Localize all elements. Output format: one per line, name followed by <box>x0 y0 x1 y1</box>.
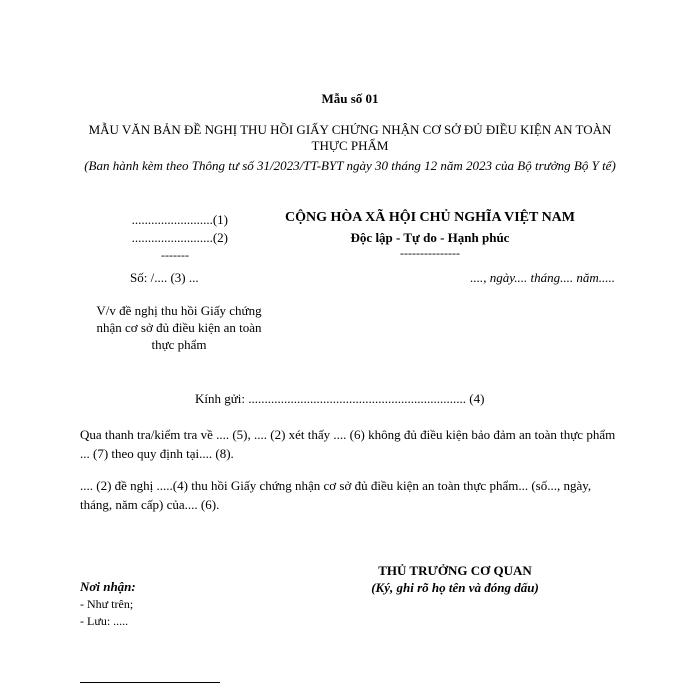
document-subtitle: (Ban hành kèm theo Thông tư số 31/2023/TT-BYT ngày 30 tháng 12 năm 2023 của Bộ trưởng Bộ Y tế) <box>84 158 616 173</box>
nation-motto: Độc lập - Tự do - Hạnh phúc <box>350 230 510 245</box>
document-title: MẪU VĂN BẢN ĐỀ NGHỊ THU HỒI GIẤY CHỨNG NHẬN CƠ SỞ ĐỦ ĐIỀU KIỆN AN TOÀN THỰC PHẨM <box>88 122 612 153</box>
recipient-line: Kính gửi: ................................................................... (4) <box>195 391 485 406</box>
recipients-label: Nơi nhận: <box>80 579 136 594</box>
body-paragraph-1: Qua thanh tra/kiểm tra về .... (5), .... (2) xét thấy .... (6) không đủ điều kiện bảo đảm an toàn thực phẩm ... (7) theo quy định tại.... (8). <box>80 427 616 461</box>
nation-separator: --------------- <box>400 246 460 260</box>
document-number: Số: /.... (3) ... <box>130 270 199 285</box>
document-subject: V/v đề nghị thu hồi Giấy chứng nhận cơ sở đủ điều kiện an toàn thực phẩm <box>96 303 262 352</box>
organization-separator: ------- <box>161 248 189 262</box>
organization-line-1: .........................(1) <box>131 212 228 227</box>
recipient-item: - Lưu: ..... <box>80 614 129 628</box>
body-paragraph-2: .... (2) đề nghị .....(4) thu hồi Giấy chứng nhận cơ sở đủ điều kiện an toàn thực phẩm... (số..., ngày, tháng, năm cấp) của.... (6). <box>80 478 592 512</box>
footnote-separator <box>80 682 220 683</box>
date-line: ...., ngày.... tháng.... năm..... <box>470 270 615 285</box>
recipient-item: - Như trên; <box>80 597 134 611</box>
signature-title: THỦ TRƯỞNG CƠ QUAN <box>378 563 532 578</box>
organization-line-2: .........................(2) <box>131 230 228 245</box>
signature-note: (Ký, ghi rõ họ tên và đóng dấu) <box>371 580 539 595</box>
form-number: Mẫu số 01 <box>321 91 379 106</box>
nation-title: CỘNG HÒA XÃ HỘI CHỦ NGHĨA VIỆT NAM <box>284 210 575 225</box>
